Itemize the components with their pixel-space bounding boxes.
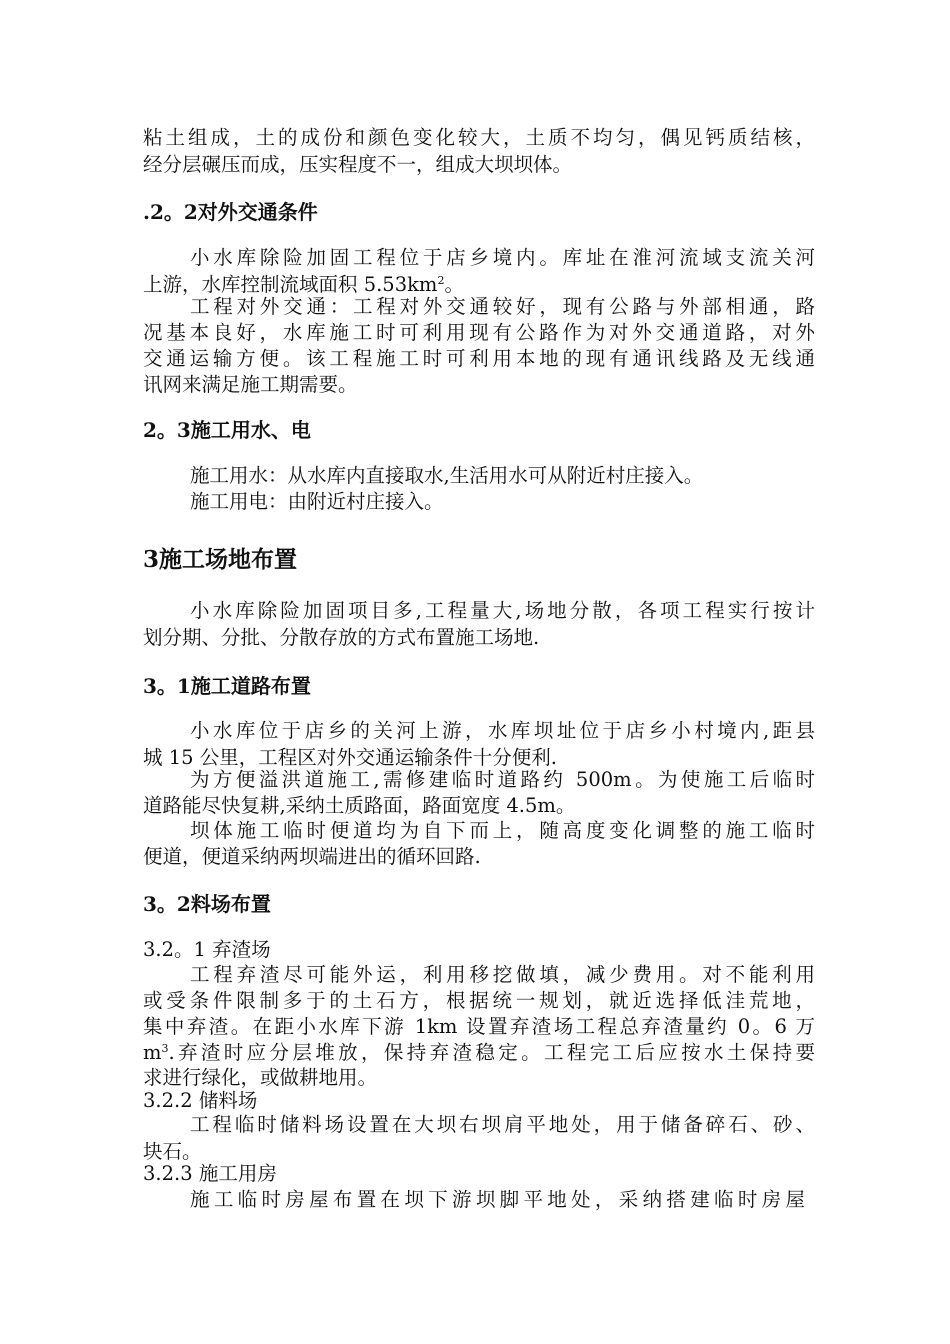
body-text-line: 为方便溢洪道施工,需修建临时道路约 500m。为使施工后临时 bbox=[190, 768, 815, 791]
body-text-line: 小水库除险加固项目多,工程量大,场地分散，各项工程实行按计 bbox=[190, 599, 815, 622]
subsection-title: 3.2.2 储料场 bbox=[143, 1089, 258, 1112]
body-text-line: 工程对外交通：工程对外交通较好，现有公路与外部相通，路 bbox=[190, 295, 815, 318]
section-heading-2-3: 2。3施工用水、电 bbox=[143, 418, 311, 442]
body-text-line: 上游，水库控制流域面积 $5.53km^2$。 bbox=[143, 273, 464, 296]
chapter-heading-3: 3施工场地布置 bbox=[143, 546, 298, 573]
body-text-line: 或受条件限制多于的土石方，根据统一规划，就近选择低洼荒地， bbox=[143, 989, 815, 1012]
body-text-line: 集中弃渣。在距小水库下游 1km 设置弃渣场工程总弃渣量约 0。6 万 bbox=[143, 1015, 815, 1038]
body-text-line: $m^3$.弃渣时应分层堆放，保持弃渣稳定。工程完工后应按水土保持要 bbox=[143, 1041, 815, 1064]
body-text-line: 块石。 bbox=[143, 1140, 202, 1163]
body-text-line: 划分期、分批、分散存放的方式布置施工场地. bbox=[143, 626, 540, 649]
body-text-line: 况基本良好，水库施工时可利用现有公路作为对外交通道路，对外 bbox=[143, 321, 815, 344]
body-text-line: 粘土组成，土的成份和颜色变化较大，土质不均匀，偶见钙质结核， bbox=[143, 126, 815, 149]
section-heading-3-2: 3。2料场布置 bbox=[143, 892, 271, 916]
body-text-line: 交通运输方便。该工程施工时可利用本地的现有通讯线路及无线通 bbox=[143, 347, 815, 370]
body-text-line: 讯网来满足施工期需要。 bbox=[143, 373, 358, 396]
section-heading-2-2: .2。2对外交通条件 bbox=[143, 200, 318, 224]
body-text-line: 施工用电：由附近村庄接入。 bbox=[190, 490, 444, 513]
section-heading-3-1: 3。1施工道路布置 bbox=[143, 674, 311, 698]
subsection-title: 3.2。1 弃渣场 bbox=[143, 938, 271, 961]
body-text-line: 坝体施工临时便道均为自下而上，随高度变化调整的施工临时 bbox=[190, 819, 815, 842]
body-text-line: 工程弃渣尽可能外运，利用移挖做填，减少费用。对不能利用 bbox=[190, 963, 815, 986]
superscript: 2 bbox=[437, 274, 445, 287]
subsection-title: 3.2.3 施工用房 bbox=[143, 1162, 277, 1185]
body-text-line: 求进行绿化，或做耕地用。 bbox=[143, 1066, 378, 1089]
body-text-line: 经分层碾压而成，压实程度不一，组成大坝坝体。 bbox=[143, 153, 573, 176]
body-text-line: 小水库除险加固工程位于店乡境内。库址在淮河流域支流关河 bbox=[190, 246, 815, 269]
body-text-line: 便道，便道采纳两坝端进出的循环回路. bbox=[143, 845, 481, 868]
body-text-line: 工程临时储料场设置在大坝右坝肩平地处，用于储备碎石、砂、 bbox=[190, 1113, 815, 1136]
body-text-line: 道路能尽快复耕,采纳土质路面，路面宽度 4.5m。 bbox=[143, 794, 576, 817]
body-text-line: 施工临时房屋布置在坝下游坝脚平地处，采纳搭建临时房屋 bbox=[190, 1188, 805, 1211]
superscript: 3 bbox=[161, 1042, 169, 1055]
body-text-line: 小水库位于店乡的关河上游，水库坝址位于店乡小村境内,距县 bbox=[190, 719, 815, 742]
body-text-line: 施工用水：从水库内直接取水,生活用水可从附近村庄接入。 bbox=[190, 464, 704, 487]
body-text-line: 城 15 公里，工程区对外交通运输条件十分便利. bbox=[143, 746, 557, 769]
